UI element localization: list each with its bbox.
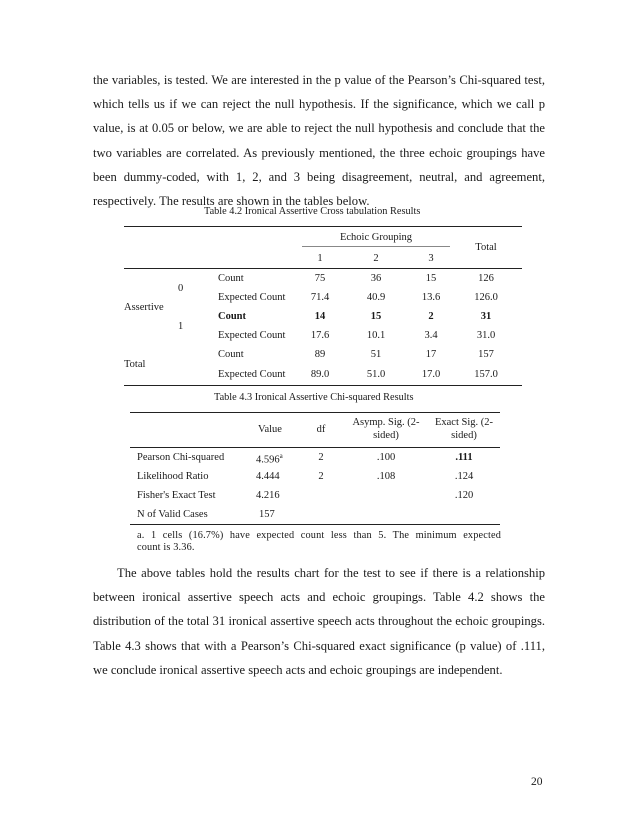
text-line: distribution of the total 31 ironical assertive speech acts throughout the echoic groupings. [93,614,545,629]
table-cell: 13.6 [421,292,441,303]
row-label: Fisher's Exact Test [137,490,216,501]
table-rule [130,447,500,448]
row-label: Count [218,349,244,360]
column-header: 2 [373,253,379,264]
subgroup-label: 0 [178,283,184,294]
footnote-line: a. 1 cells (16.7%) have expected count less than 5. The minimum expected [137,530,501,541]
text-line: been dummy-coded, with 1, 2, and 3 being disagreement, neutral, and agreement, [93,169,545,184]
column-header: Value [258,424,282,435]
table-rule [130,412,500,413]
table-cell: 126 [478,273,494,284]
table-cell: .108 [376,471,396,482]
table-cell: 17.6 [310,330,330,341]
table-cell: 36 [370,273,382,284]
table-cell: .120 [454,490,474,501]
row-label: Count [218,273,244,284]
table-cell: 17 [425,349,437,360]
column-header: 1 [317,253,323,264]
chi-squared-table [130,412,500,557]
table-cell: 40.9 [366,292,386,303]
table-footnote [137,530,501,554]
table-cell: 4.596$^a$ [256,452,283,466]
table-cell: 126.0 [474,292,498,303]
row-label: Pearson Chi-squared [137,452,225,463]
table-rule [124,226,522,227]
table-4-3-caption: Table 4.3 Ironical Assertive Chi-squared Results [214,392,414,403]
column-header: 3 [428,253,434,264]
table-cell: 51 [370,349,382,360]
total-row-label: Total [124,359,146,370]
table-rule [124,385,522,386]
text-line: value, is at 0.05 or below, we are able to reject the null hypothesis and conclude that the [93,121,545,136]
column-header: Exact Sig. (2- [434,417,494,428]
text-line: we conclude ironical assertive speech acts and echoic groupings are independent. [93,662,503,677]
table-cell: 157.0 [474,369,498,380]
crosstab-table [124,226,522,386]
row-label: N of Valid Cases [137,509,208,520]
total-header: Total [475,242,497,253]
row-label: Expected Count [218,369,286,380]
body-paragraph-2 [93,561,545,682]
text-line: respectively. The results are shown in the tables below. [93,194,370,209]
table-rule [124,268,522,269]
table-cell: 75 [314,273,326,284]
table-cell: 71.4 [310,292,330,303]
text-line: The above tables hold the results chart for the test to see if there is a relationship [117,566,545,580]
footnote-marker: a [279,452,283,460]
column-header: sided) [373,430,399,441]
row-label: Count [218,311,247,322]
table-cell: .124 [454,471,474,482]
table-cell: 3.4 [424,330,438,341]
table-cell: 157 [259,509,275,520]
table-cell: 89 [314,349,326,360]
group-header: Echoic Grouping [339,232,413,243]
table-cell: 4.444 [256,471,280,482]
table-cell: .111 [455,452,473,463]
table-rule [130,524,500,525]
table-rule [302,246,450,247]
table-cell: 2 [318,471,324,482]
table-cell: 15 [425,273,437,284]
table-cell: 2 [318,452,324,463]
column-header: sided) [451,430,477,441]
table-cell: 4.216 [256,490,280,501]
table-4-2-caption: Table 4.2 Ironical Assertive Cross tabulation Results [204,206,421,217]
table-cell: 10.1 [366,330,386,341]
row-group-label: Assertive [124,302,164,313]
column-header: Asymp. Sig. (2- [352,417,420,428]
table-cell: 2 [428,311,434,322]
table-cell: 31.0 [476,330,496,341]
table-cell: .100 [376,452,396,463]
column-header: df [316,424,326,435]
footnote-line: count is 3.36. [137,542,195,553]
table-cell: 14 [314,311,326,322]
row-label: Expected Count [218,330,286,341]
text-line: the variables, is tested. We are interested in the p value of the Pearson’s Chi-squared test, [93,73,545,87]
text-line: between ironical assertive speech acts and echoic groupings. Table 4.2 shows the [93,590,545,605]
row-label: Expected Count [218,292,286,303]
text-line: two variables are correlated. As previously mentioned, the three echoic groupings have [93,145,545,160]
subgroup-label: 1 [178,321,184,332]
row-label: Likelihood Ratio [137,471,209,482]
table-cell: 157 [478,349,494,360]
table-cell: 89.0 [310,369,330,380]
page-number: 20 [531,776,543,788]
table-cell: 17.0 [421,369,441,380]
body-paragraph-1 [93,68,545,213]
table-cell: 51.0 [366,369,386,380]
text-line: Table 4.3 shows that with a Pearson’s Chi-squared exact significance (p value) of .111, [93,638,545,653]
table-cell: 15 [370,311,382,322]
text-line: which tells us if we can reject the null hypothesis. If the significance, which we call p [93,97,545,112]
table-cell: 31 [480,311,492,322]
